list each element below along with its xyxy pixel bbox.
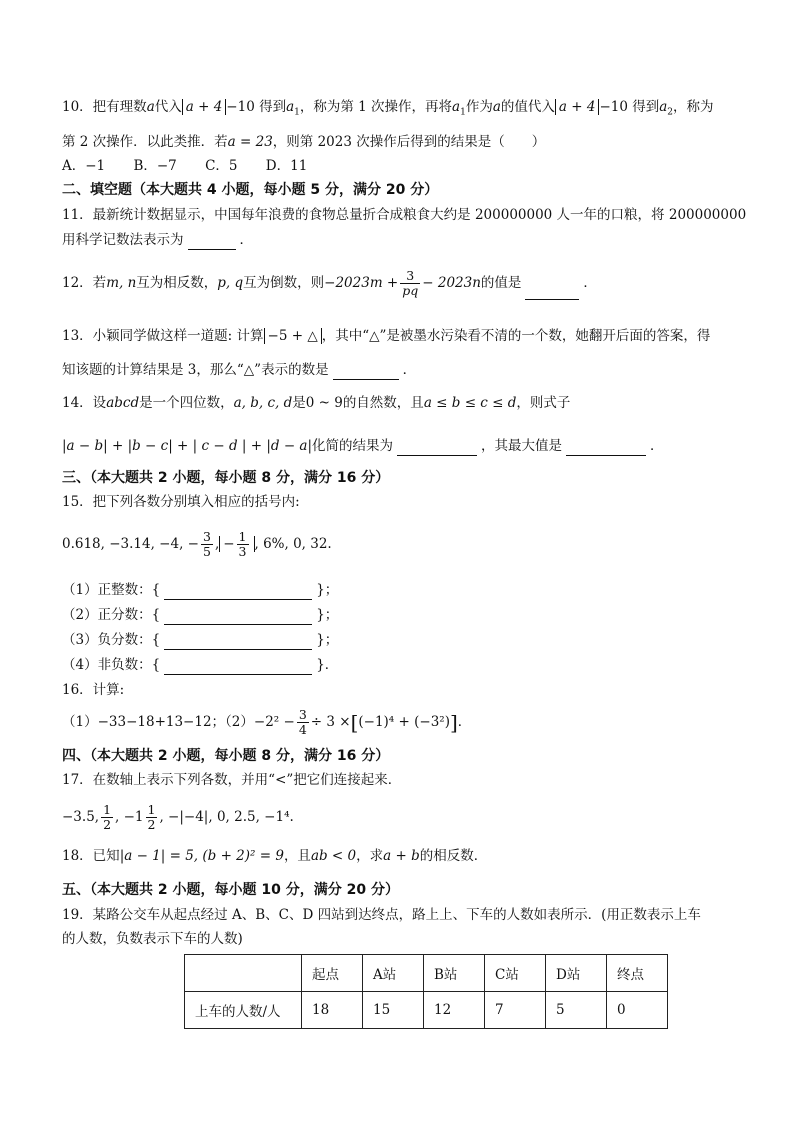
q10-text: ，则第 2023 次操作后得到的结果是（ ） — [272, 134, 546, 150]
fraction-denominator: 5 — [202, 544, 211, 559]
fraction — [146, 803, 158, 832]
var-a1: a — [286, 99, 295, 115]
var-list: a, b, c, d — [233, 395, 293, 411]
q12-text: 的值是 — [480, 275, 522, 291]
bracket-close: ] — [449, 710, 458, 735]
q17-title: 17．在数轴上表示下列各数，并用“<”把它们连接起来． — [62, 772, 402, 788]
q10-line2 — [62, 132, 734, 152]
q10-condition: a = 23 — [227, 134, 273, 150]
inequality: a ≤ b ≤ c ≤ d — [423, 395, 517, 411]
table-row-label: 上车的人数/人 — [185, 992, 302, 1029]
q18-condition: ab < 0 — [310, 848, 357, 864]
table-cell: 15 — [363, 992, 424, 1029]
number-list: , −|−4|, 0, 2.5, −1⁴. — [159, 809, 294, 825]
answer-blank[interactable] — [188, 234, 236, 250]
q14-text: 化简的结果为 — [312, 438, 394, 454]
q12-line: 12．若m, n互为相反数，p, q互为倒数，则−2023m + $\frac{3}{pq}$ − 2023n的值是 ． — [62, 268, 597, 298]
q18-expr: |a − 1| = 5, (b + 2)² = 9 — [119, 848, 284, 864]
fraction — [201, 530, 213, 559]
fraction — [400, 269, 420, 298]
q10-text: ，称为 — [673, 99, 714, 115]
fraction — [101, 803, 113, 832]
q10-options — [62, 156, 734, 176]
q13-text: 知该题的计算结果是 3，那么“△”表示的数是 — [62, 362, 329, 378]
q14-text: 是一个四位数， — [139, 395, 234, 411]
q15-numbers: 0.618, −3.14, −4, − $\frac{3}{5}$ , − $\frac{1}{3}$ , 6%, 0, 32. — [62, 529, 332, 559]
item-end: }； — [316, 607, 339, 623]
q13-text: 13．小颖同学做这样一道题: 计算 — [62, 328, 264, 344]
q14-text: 是 — [292, 395, 306, 411]
q14-text: ，其最大值是 — [481, 438, 563, 454]
q13-line1 — [62, 326, 734, 346]
fraction — [297, 708, 309, 737]
var-pq: p, q — [217, 275, 244, 291]
q15-title: 15．把下列各数分别填入相应的括号内: — [62, 494, 300, 510]
option-a: A．−1 — [62, 158, 106, 174]
q14-expr: |a − b| + |b − c| + | c − d | + |d − a| — [62, 438, 313, 454]
fraction-denominator: 2 — [103, 817, 112, 832]
answer-blank[interactable] — [164, 634, 312, 650]
table-header-row — [185, 955, 668, 992]
q15-item-1 — [62, 580, 734, 600]
q10-text: ，称为第 1 次操作，再将 — [299, 99, 453, 115]
q14-line2: |a − b| + |b − c| + | c − d | + |d − a|化简的结果为 ，其最大值是 ． — [62, 438, 664, 454]
option-b: B．−7 — [133, 158, 177, 174]
q13-text: ，其中“△”是被墨水污染看不清的一个数，她翻开后面的答案，得 — [321, 328, 711, 344]
var-a1: a — [452, 99, 461, 115]
table-header-cell: 起点 — [302, 955, 363, 992]
q14-text: 的自然数，且 — [342, 395, 424, 411]
answer-blank[interactable] — [397, 440, 477, 456]
option-c: C．5 — [205, 158, 238, 174]
q10-text: −10 得到 — [599, 99, 660, 115]
item-end: }； — [316, 582, 339, 598]
q10-text: 第 2 次操作．以此类推．若 — [62, 134, 228, 150]
var-a: a — [146, 99, 155, 115]
table-row — [185, 992, 668, 1029]
table-cell: 12 — [424, 992, 485, 1029]
item-end: }； — [316, 632, 339, 648]
q12-text: 互为相反数， — [136, 275, 218, 291]
table-header-cell: D站 — [546, 955, 607, 992]
q19-line1: 19．某路公交车从起点经过 A、B、C、D 四站到达终点，路上上、下车的人数如表所示．(用正数表示上车 — [62, 907, 701, 923]
q18-text: 18．已知 — [62, 848, 120, 864]
q16-inner: (−1)⁴ + (−3²) — [358, 714, 450, 730]
var-a: a — [492, 99, 501, 115]
section-3-heading: 三、（本大题共 2 小题，每小题 8 分，满分 16 分） — [62, 470, 390, 486]
q11-line1: 11．最新统计数据显示，中国每年浪费的食物总量折合成粮食大约是 200000000 人一年的口粮，将 200000000 — [62, 207, 747, 223]
abs-expr: a + 4 — [182, 99, 227, 115]
fraction — [237, 530, 249, 559]
q14-text: ，则式子 — [516, 395, 571, 411]
q17-numbers — [62, 800, 734, 834]
table-header-cell: 终点 — [607, 955, 668, 992]
q14-line1 — [62, 393, 734, 413]
q15-item-2 — [62, 605, 734, 625]
fraction-numerator: 1 — [103, 802, 112, 817]
q10-line1: 10．把有理数a代入 a + 4 −10 得到$a_1$，称为第 1 次操作，再将$a_1$作为a的值代入 a + 4 −10 得到$a_2$，称为 — [62, 99, 714, 118]
fraction-numerator: 1 — [147, 802, 156, 817]
section-4-heading: 四、（本大题共 2 小题，每小题 8 分，满分 16 分） — [62, 748, 390, 764]
table-cell: 7 — [485, 992, 546, 1029]
var-mn: m, n — [106, 275, 137, 291]
answer-blank[interactable] — [525, 284, 579, 300]
q18-text: ，且 — [283, 848, 311, 864]
table-header-cell: B站 — [424, 955, 485, 992]
q18-text: ，求 — [356, 848, 384, 864]
section-2-heading: 二、填空题（本大题共 4 小题，每小题 5 分，满分 20 分） — [62, 182, 439, 198]
fraction-numerator: 3 — [298, 707, 307, 722]
bracket-open: [ — [350, 710, 359, 735]
q18-line — [62, 846, 734, 866]
q18-text: 的相反数． — [419, 848, 488, 864]
number-list: , −1 — [115, 809, 144, 825]
q16-text: ÷ 3 × — [310, 714, 351, 730]
table-cell: 18 — [302, 992, 363, 1029]
q11-text: 用科学记数法表示为 — [62, 232, 184, 248]
answer-blank[interactable] — [164, 659, 312, 675]
bus-passenger-table — [184, 954, 668, 1029]
q15-item-3 — [62, 630, 734, 650]
q12-expr: − 2023n — [422, 275, 481, 291]
q12-expr: −2023m + — [324, 275, 399, 291]
table-header-cell: A站 — [363, 955, 424, 992]
q10-text: 作为 — [465, 99, 493, 115]
fraction-denominator: 2 — [147, 817, 156, 832]
q14-text: 14．设 — [62, 395, 107, 411]
q15-item-4 — [62, 655, 734, 675]
item-label: （2）正分数：{ — [62, 607, 161, 623]
fraction-denominator: 3 — [238, 544, 247, 559]
number-list: −3.5, — [62, 809, 100, 825]
answer-blank[interactable] — [164, 609, 312, 625]
table-cell: 5 — [546, 992, 607, 1029]
fraction-denominator: 4 — [298, 722, 307, 737]
q13-line2: 知该题的计算结果是 3，那么“△”表示的数是 ． — [62, 362, 417, 378]
minus-sign: − — [223, 536, 235, 552]
q10-text: −10 得到 — [226, 99, 287, 115]
table-header-cell: C站 — [485, 955, 546, 992]
q16-expr — [62, 705, 734, 740]
table-header-cell — [185, 955, 302, 992]
q10-text: 代入 — [154, 99, 182, 115]
q12-text: 互为倒数，则 — [243, 275, 325, 291]
answer-blank[interactable] — [566, 440, 646, 456]
var-a2: a — [659, 99, 668, 115]
var-abcd: abcd — [106, 395, 140, 411]
fraction-numerator: 3 — [400, 269, 420, 284]
abs-value — [219, 529, 254, 559]
answer-blank[interactable] — [333, 364, 399, 380]
item-end: }． — [316, 657, 339, 673]
table-cell: 0 — [607, 992, 668, 1029]
q11-line2: 用科学记数法表示为 ． — [62, 232, 253, 248]
fraction-numerator: 3 — [202, 529, 211, 544]
option-d: D．11 — [265, 158, 308, 174]
range: 0 ~ 9 — [305, 395, 343, 411]
abs-expr: −5 + △ — [264, 328, 322, 344]
fraction-numerator: 1 — [238, 529, 247, 544]
abs-expr: a + 4 — [555, 99, 600, 115]
section-5-heading: 五、（本大题共 2 小题，每小题 10 分，满分 20 分） — [62, 882, 399, 898]
q19-line2: 的人数，负数表示下车的人数) — [62, 931, 243, 947]
q16-text: （1）−33−18+13−12；（2）−2² − — [62, 714, 295, 730]
q18-target: a + b — [383, 848, 420, 864]
answer-blank[interactable] — [164, 584, 312, 600]
q16-title: 16．计算: — [62, 682, 125, 698]
item-label: （3）负分数：{ — [62, 632, 161, 648]
number-list: , 6%, 0, 32. — [254, 536, 332, 552]
q10-text: 的值代入 — [500, 99, 555, 115]
q12-text: 12．若 — [62, 275, 107, 291]
item-label: （4）非负数：{ — [62, 657, 161, 673]
item-label: （1）正整数：{ — [62, 582, 161, 598]
fraction-denominator: pq — [402, 283, 419, 298]
number-list: 0.618, −3.14, −4, − — [62, 536, 199, 552]
q16-text: ． — [457, 714, 472, 730]
q10-text: 10．把有理数 — [62, 99, 147, 115]
